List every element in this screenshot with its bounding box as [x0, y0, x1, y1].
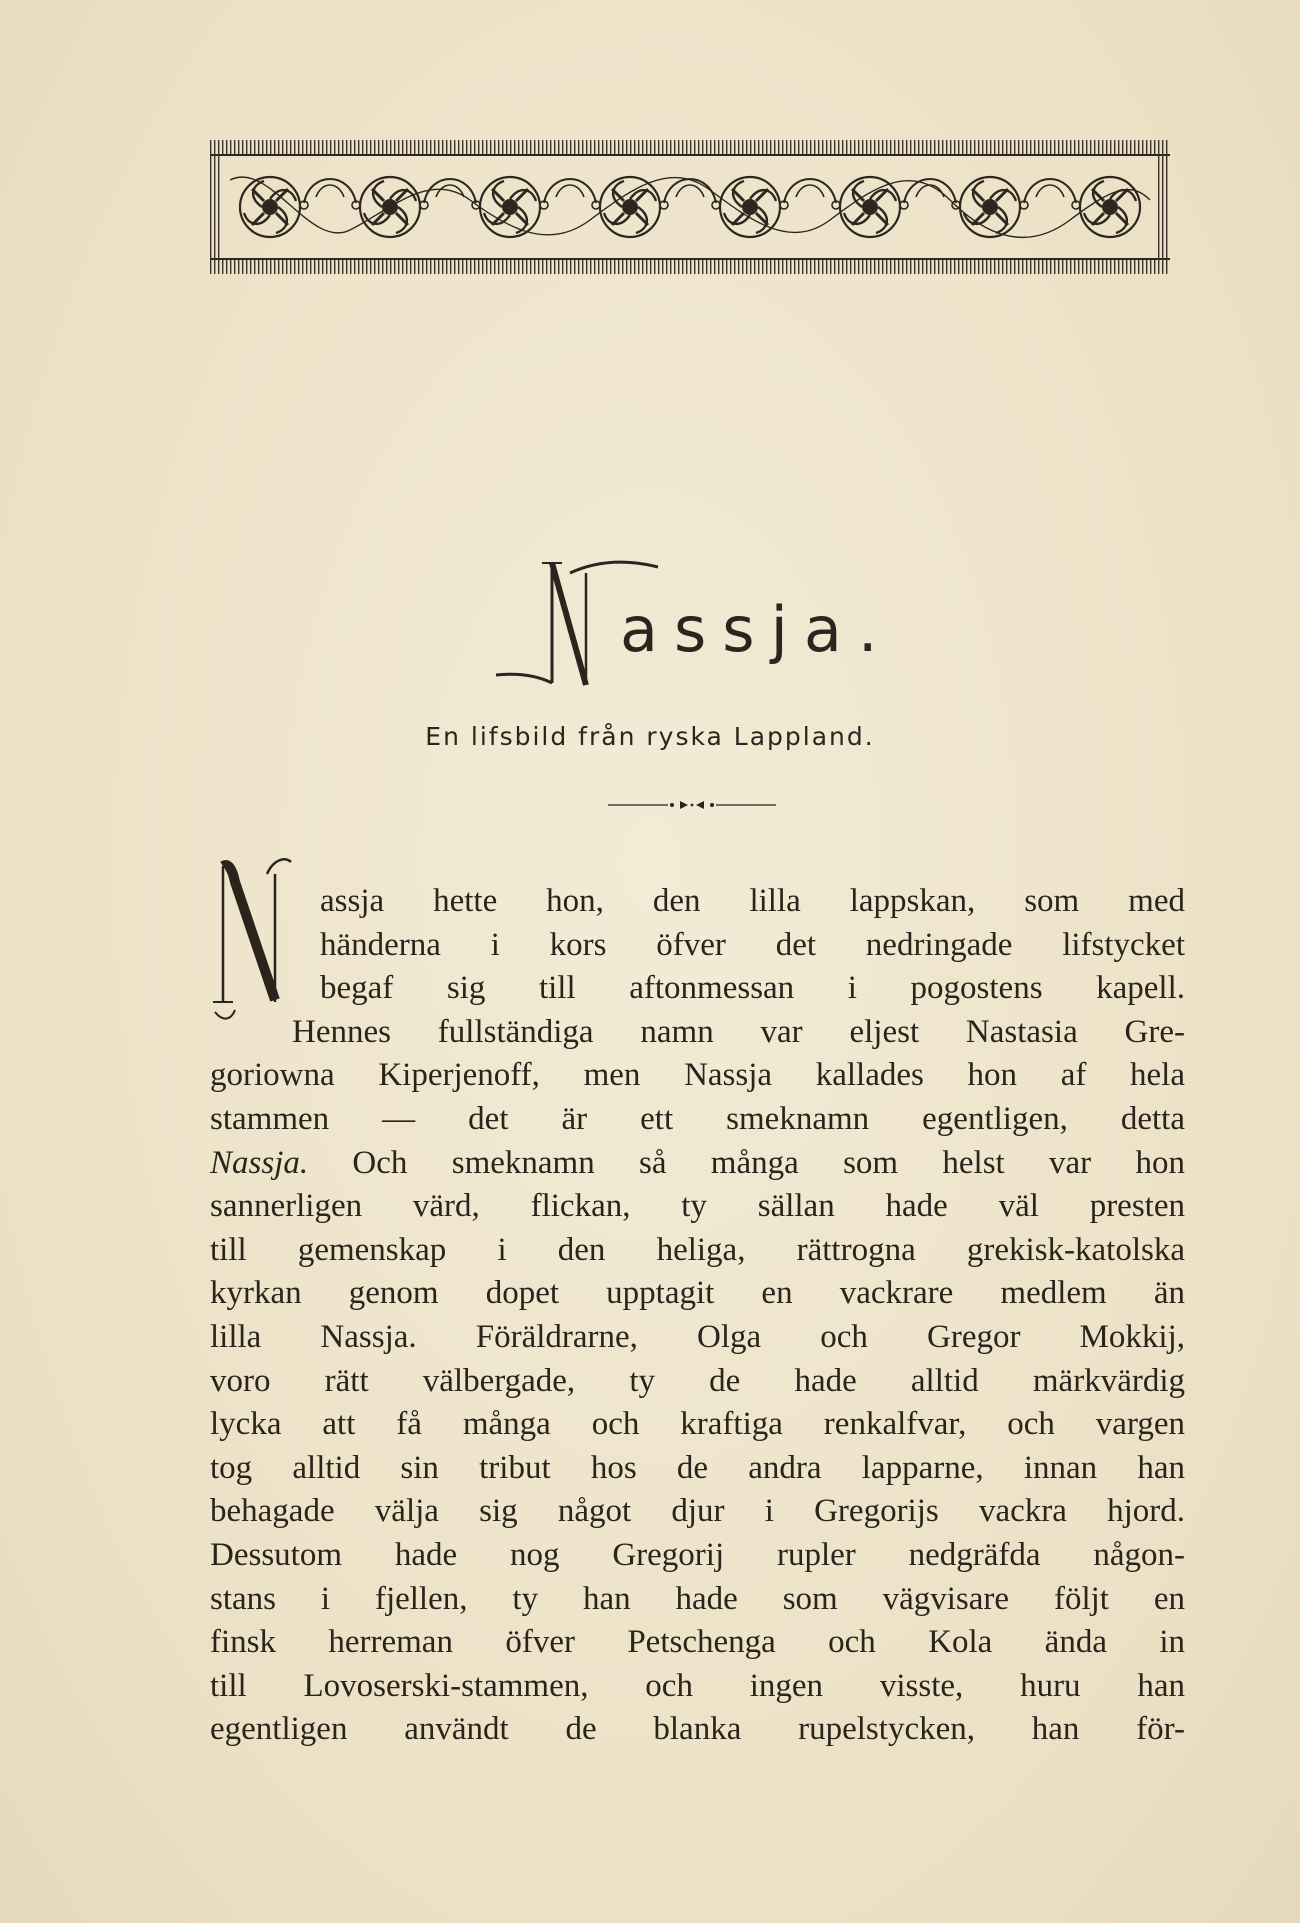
title-block [0, 545, 1300, 725]
text-line-13: lycka att få många och kraftiga renkalfvar, och vargen [210, 1406, 1185, 1443]
text-line-4: Hennes fullständiga namn var eljest Nastasia Gre- [292, 1013, 1185, 1050]
text-line-10: kyrkan genom dopet upptagit en vackrare medlem än [210, 1275, 1185, 1312]
text-line-8: sannerligen värd, flickan, ty sällan hade väl presten [210, 1188, 1185, 1225]
divider-ornament-graphic [608, 798, 776, 812]
ornament-graphic [210, 140, 1170, 276]
text-line-6: stammen — det är ett smeknamn egentligen, detta [210, 1100, 1185, 1137]
text-line-16: Dessutom hade nog Gregorij rupler nedgräfda någon- [210, 1536, 1185, 1573]
text-line-14: tog alltid sin tribut hos de andra lapparne, innan han [210, 1449, 1185, 1486]
text-line-18: finsk herreman öfver Petschenga och Kola ända in [210, 1624, 1185, 1661]
text-line-20: egentligen användt de blanka rupelstycken, han för- [210, 1711, 1185, 1748]
text-line-7-rest: Och smeknamn så många som helst var hon [308, 1144, 1185, 1181]
text-line-19: till Lovoserski-stammen, och ingen visste, huru han [210, 1667, 1185, 1704]
text-line-17: stans i fjellen, ty han hade som vägvisare följt en [210, 1580, 1185, 1617]
section-divider [608, 798, 776, 812]
text-line-5: goriowna Kiperjenoff, men Nassja kallades hon af hela [210, 1057, 1185, 1094]
title-text: assja. [620, 593, 894, 666]
text-line-11: lilla Nassja. Föräldrarne, Olga och Gregor Mokkij, [210, 1318, 1185, 1355]
text-line-12: voro rätt välbergade, ty de hade alltid märkvärdig [210, 1362, 1185, 1399]
text-line-2: händerna i kors öfver det nedringade lifstycket [320, 926, 1185, 963]
text-line-7 [210, 1142, 1185, 1186]
text-line-3: begaf sig till aftonmessan i pogostens kapell. [320, 970, 1185, 1007]
italic-word-nassja: Nassja. [210, 1144, 309, 1181]
ornamental-header-band [210, 140, 1170, 276]
text-line-15: behagade välja sig något djur i Gregorijs vackra hjord. [210, 1493, 1185, 1530]
text-line-1: assja hette hon, den lilla lappskan, som med [320, 883, 1185, 919]
body-text [210, 880, 1185, 1752]
subtitle: En lifsbild från ryska Lappland. [425, 722, 875, 751]
text-line-9: till gemenskap i den heliga, rättrogna grekisk-katolska [210, 1231, 1185, 1268]
